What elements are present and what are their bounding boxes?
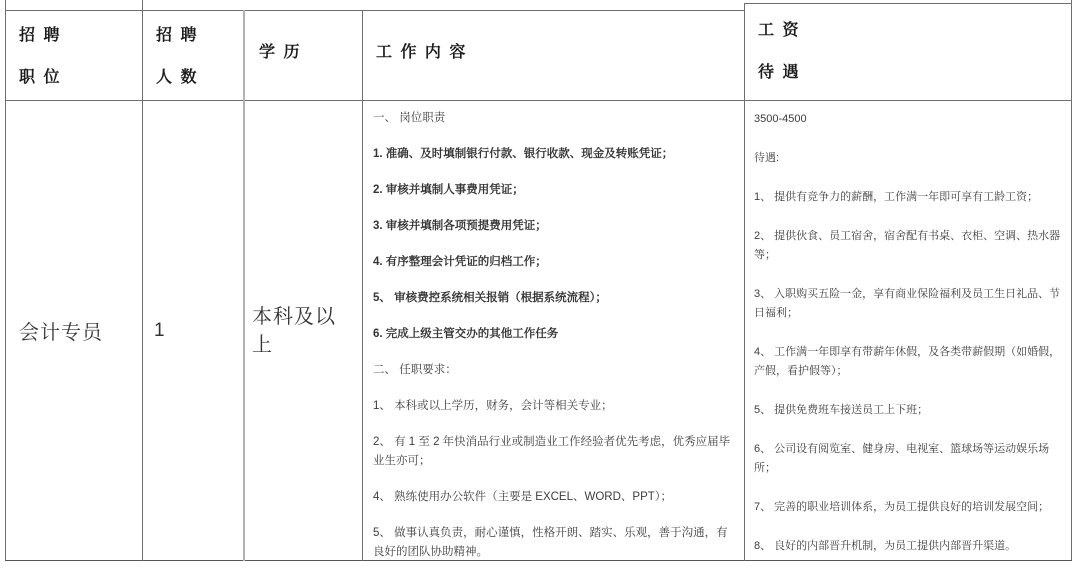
benefit-item: 4、 工作满一年即享有带薪年休假，及各类带薪假期（如婚假，产假，看护假等）；	[754, 346, 1061, 377]
benefit-item: 2、 提供伙食、员工宿舍，宿舍配有书桌、衣柜、空调、热水器等；	[754, 230, 1061, 261]
header-cell-headcount	[143, 11, 242, 100]
header-position-line1: 招 聘	[19, 27, 62, 44]
job-requirement-item: 1、 本科或以上学历，财务，会计等相关专业；	[373, 400, 613, 412]
job-section-title: 二、 任职要求：	[373, 364, 457, 376]
headcount-text: 1	[154, 319, 165, 341]
header-cell-position	[6, 11, 140, 100]
header-position-line2: 职 位	[19, 69, 62, 86]
job-duty-item: 1. 准确、及时填制银行付款、银行收款、现金及转账凭证；	[373, 148, 674, 160]
benefit-item: 7、 完善的职业培训体系，为员工提供良好的培训发展空间；	[754, 501, 1050, 513]
header-cell-job-content	[364, 11, 742, 100]
benefit-item: 6、 公司设有阅览室、健身房、电视室、篮球场等运动娱乐场所；	[754, 443, 1050, 474]
benefit-item: 5、 提供免费班车接送员工上下班；	[754, 404, 929, 416]
column-divider-line	[362, 10, 363, 561]
cell-education-value	[246, 101, 360, 560]
header-cell-salary	[745, 4, 1071, 100]
table-right-border-line	[1071, 0, 1072, 561]
job-requirement-item: 5、 做事认真负责，耐心谨慎，性格开朗、踏实、乐观，善于沟通，有良好的团队协助精神。	[373, 527, 728, 558]
job-requirement-item: 4、 熟练使用办公软件（主要是 EXCEL、WORD、PPT）；	[373, 491, 673, 503]
cell-job-content	[364, 101, 743, 560]
job-duty-item: 2. 审核并填制人事费用凭证；	[373, 184, 524, 196]
job-duty-item: 4. 有序整理会计凭证的归档工作；	[373, 256, 547, 268]
position-text: 会计专员	[19, 322, 103, 344]
cell-salary-detail	[745, 101, 1071, 560]
job-duty-item: 3. 审核并填制各项预提费用凭证；	[373, 220, 547, 232]
column-divider-line	[243, 10, 245, 561]
header-salary-line2: 待 遇	[758, 64, 801, 81]
benefit-item: 1、 提供有竞争力的薪酬，工作满一年即可享有工龄工资；	[754, 191, 1039, 203]
header-cell-education	[246, 11, 361, 100]
salary-range: 3500-4500	[754, 113, 807, 125]
header-salary-line1: 工 资	[758, 22, 801, 39]
benefits-title: 待遇:	[754, 152, 780, 164]
job-section-title: 一、 岗位职责	[373, 112, 446, 124]
header-headcount-line1: 招 聘	[156, 27, 199, 44]
education-text: 本科及以上	[252, 305, 336, 356]
benefit-item: 3、 入职购买五险一金，享有商业保险福利及员工生日礼品、节日福利；	[754, 288, 1061, 319]
header-education-label: 学 历	[259, 44, 302, 61]
job-duty-item: 5、 审核费控系统相关报销（根据系统流程）；	[373, 292, 607, 304]
job-requirement-item: 2、 有 1 至 2 年快消品行业或制造业工作经验者优先考虑，优秀应届毕业生亦可；	[373, 436, 731, 467]
header-job-content-label: 工 作 内 容	[376, 44, 468, 61]
header-headcount-line2: 人 数	[156, 69, 199, 86]
job-duty-item: 6. 完成上级主管交办的其他工作任务	[373, 328, 559, 340]
benefit-item: 8、 良好的内部晋升机制，为员工提供内部晋升渠道。	[754, 540, 1017, 552]
cell-position-value	[6, 101, 140, 560]
cell-headcount-value	[143, 101, 242, 560]
